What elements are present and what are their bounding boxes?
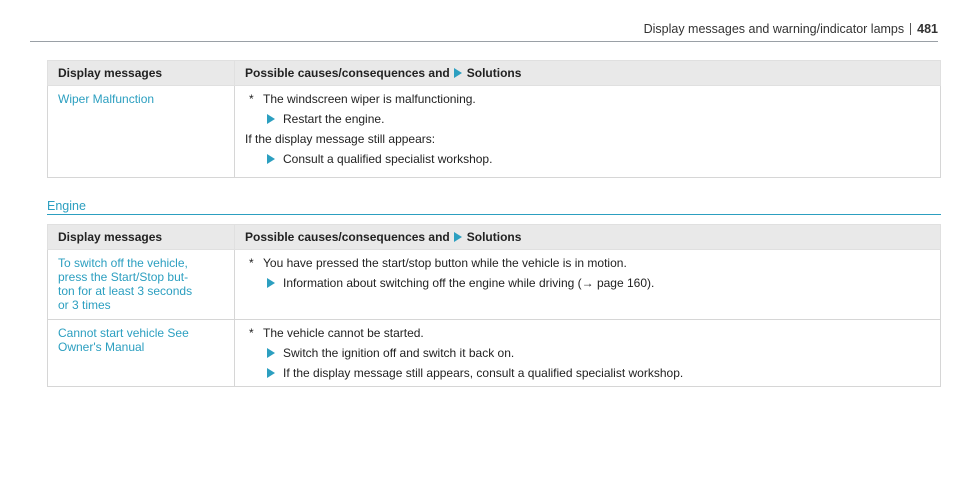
arrow-right-icon (267, 154, 275, 164)
cause-text: The vehicle cannot be started. (263, 326, 424, 340)
wiper-messages-table (47, 60, 941, 178)
table-header-row (48, 225, 941, 250)
display-message: Cannot start vehicle See Owner's Manual (48, 320, 235, 387)
table-row (48, 86, 941, 178)
page-header (644, 22, 938, 36)
bullet-icon: * (249, 92, 254, 106)
solution-line (245, 112, 930, 126)
page-header-title: Display messages and warning/indicator lamps (643, 22, 905, 36)
solution-line (245, 276, 930, 290)
arrow-right-icon (454, 232, 462, 242)
page-number: 481 (910, 23, 938, 35)
cause-text: You have pressed the start/stop button while the vehicle is in motion. (263, 256, 627, 270)
cause-text: The windscreen wiper is malfunctioning. (263, 92, 476, 106)
display-message: Wiper Malfunction (48, 86, 235, 178)
arrow-right-icon (267, 348, 275, 358)
column-header-solutions-label: Solutions (466, 230, 522, 244)
causes-cell (235, 320, 941, 387)
solution-line (245, 366, 930, 380)
solution-line (245, 346, 930, 360)
solution-text: Consult a qualified specialist workshop. (283, 152, 493, 166)
column-header-causes-label: Possible causes/consequences and (245, 230, 450, 244)
note-line (245, 132, 930, 146)
solution-line (245, 152, 930, 166)
column-header-causes-label: Possible causes/consequences and (245, 66, 450, 80)
table-row (48, 250, 941, 320)
solution-text: If the display message still appears, consult a qualified specialist workshop. (283, 366, 684, 380)
column-header-messages: Display messages (48, 61, 235, 86)
column-header-solutions-label: Solutions (466, 66, 522, 80)
arrow-right-icon (267, 278, 275, 288)
note-text: If the display message still appears: (245, 132, 436, 146)
cause-line (245, 326, 930, 340)
cause-line (245, 92, 930, 106)
table-row (48, 320, 941, 387)
display-message: To switch off the vehicle, press the Start/Stop but- ton for at least 3 seconds or 3 times (48, 250, 235, 320)
section-title: Engine (47, 199, 86, 213)
column-header-causes (235, 61, 941, 86)
solution-text: Information about switching off the engine while driving (→ page 160). (283, 276, 655, 290)
arrow-right-icon (267, 368, 275, 378)
arrow-right-icon (454, 68, 462, 78)
arrow-right-icon (267, 114, 275, 124)
cause-line (245, 256, 930, 270)
causes-cell (235, 86, 941, 178)
column-header-causes (235, 225, 941, 250)
causes-cell (235, 250, 941, 320)
bullet-icon: * (249, 326, 254, 340)
solution-text: Restart the engine. (283, 112, 385, 126)
header-divider (30, 41, 938, 42)
table-header-row (48, 61, 941, 86)
engine-messages-table (47, 224, 941, 387)
bullet-icon: * (249, 256, 254, 270)
column-header-messages: Display messages (48, 225, 235, 250)
section-divider (47, 214, 941, 215)
solution-text: Switch the ignition off and switch it back on. (283, 346, 515, 360)
